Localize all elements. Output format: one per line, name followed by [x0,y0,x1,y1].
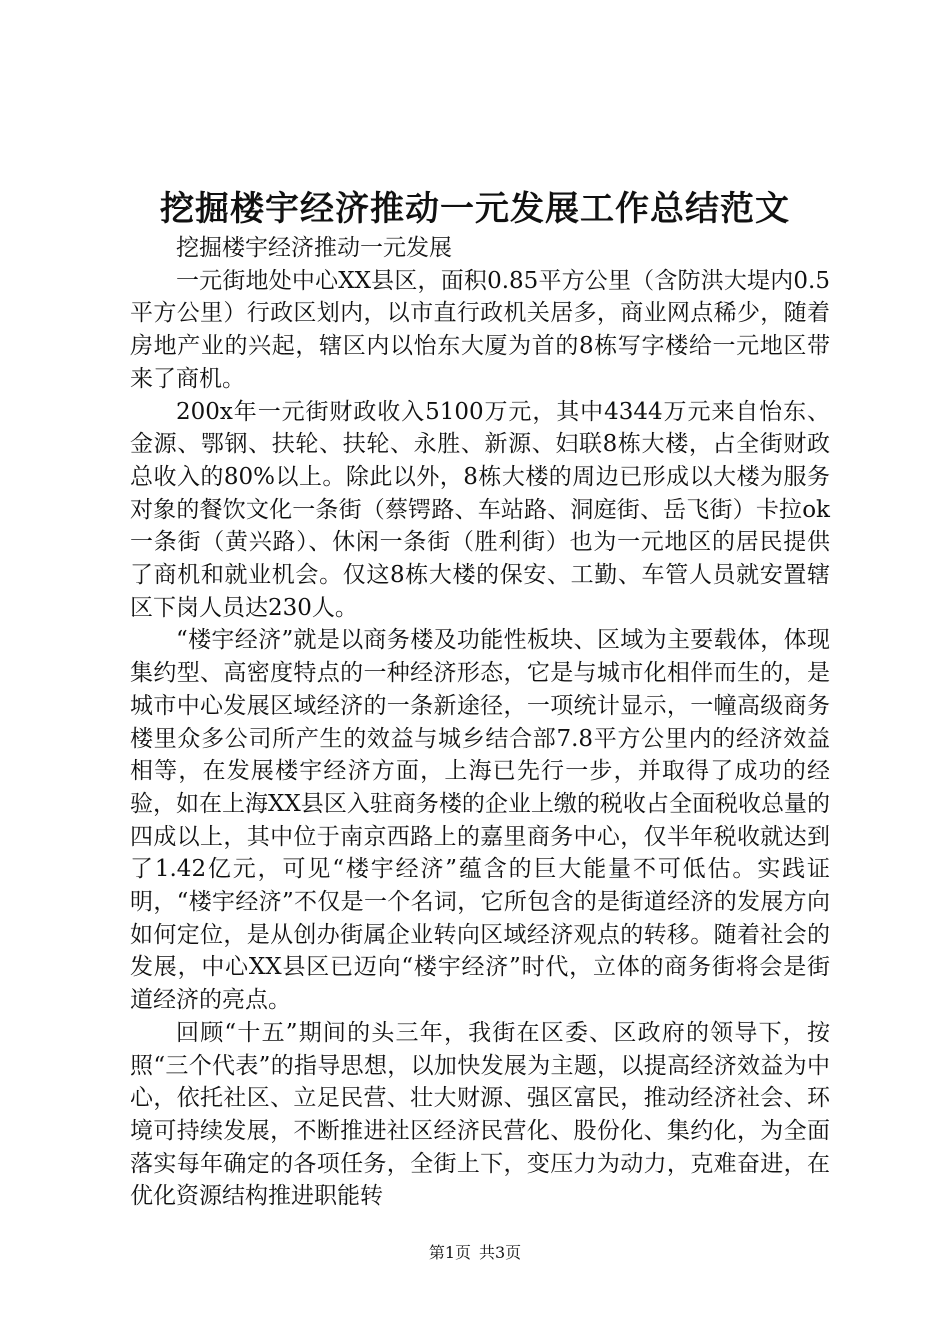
page-total: 共3页 [479,1243,522,1262]
body-paragraph: 回顾“十五”期间的头三年，我街在区委、区政府的领导下，按照“三个代表”的指导思想，以加快发展为主题，以提高经济效益为中心，依托社区、立足民营、壮大财源、强区富民，推动经济社会、环境可持续发展，不断推进社区经济民营化、股份化、集约化，为全面落实每年确定的各项任务，全街上下，变压力为动力，克难奋进，在优化资源结构推进职能转 [130,1019,830,1210]
document-body [130,232,830,1213]
subtitle-paragraph: 挖掘楼宇经济推动一元发展 [176,235,452,261]
document-title: 挖掘楼宇经济推动一元发展工作总结范文 [160,189,790,229]
body-paragraph: 200x年一元街财政收入5100万元，其中4344万元来自怡东、金源、鄂钢、扶轮、扶轮、永胜、新源、妇联8栋大楼，占全街财政总收入的80%以上。除此以外，8栋大楼的周边已形成以大楼为服务对象的餐饮文化一条街（蔡锷路、车站路、洞庭街、岳飞街）卡拉ok一条街（黄兴路）、休闲一条街（胜利街）也为一元地区的居民提供了商机和就业机会。仅这8栋大楼的保安、工勤、车管人员就安置辖区下岗人员达230人。 [130,398,830,621]
body-paragraph: 一元街地处中心XX县区，面积0.85平方公里（含防洪大堤内0.5平方公里）行政区划内，以市直行政机关居多，商业网点稀少，随着房地产业的兴起，辖区内以怡东大厦为首的8栋写字楼给一元地区带来了商机。 [130,267,830,392]
page-number: 第1页 [428,1243,471,1262]
page-footer [0,1242,950,1264]
body-paragraph: “楼宇经济”就是以商务楼及功能性板块、区域为主要载体，体现集约型、高密度特点的一种经济形态，它是与城市化相伴而生的，是城市中心发展区域经济的一条新途径，一项统计显示，一幢高级商务楼里众多公司所产生的效益与城乡结合部7.8平方公里内的经济效益相等，在发展楼宇经济方面，上海已先行一步，并取得了成功的经验，如在上海XX县区入驻商务楼的企业上缴的税收占全面税收总量的四成以上，其中位于南京西路上的嘉里商务中心，仅半年税收就达到了1.42亿元，可见“楼宇经济”蕴含的巨大能量不可低估。实践证明，“楼宇经济”不仅是一个名词，它所包含的是街道经济的发展方向如何定位，是从创办街属企业转向区域经济观点的转移。随着社会的发展，中心XX县区已迈向“楼宇经济”时代，立体的商务街将会是街道经济的亮点。 [130,627,830,1014]
